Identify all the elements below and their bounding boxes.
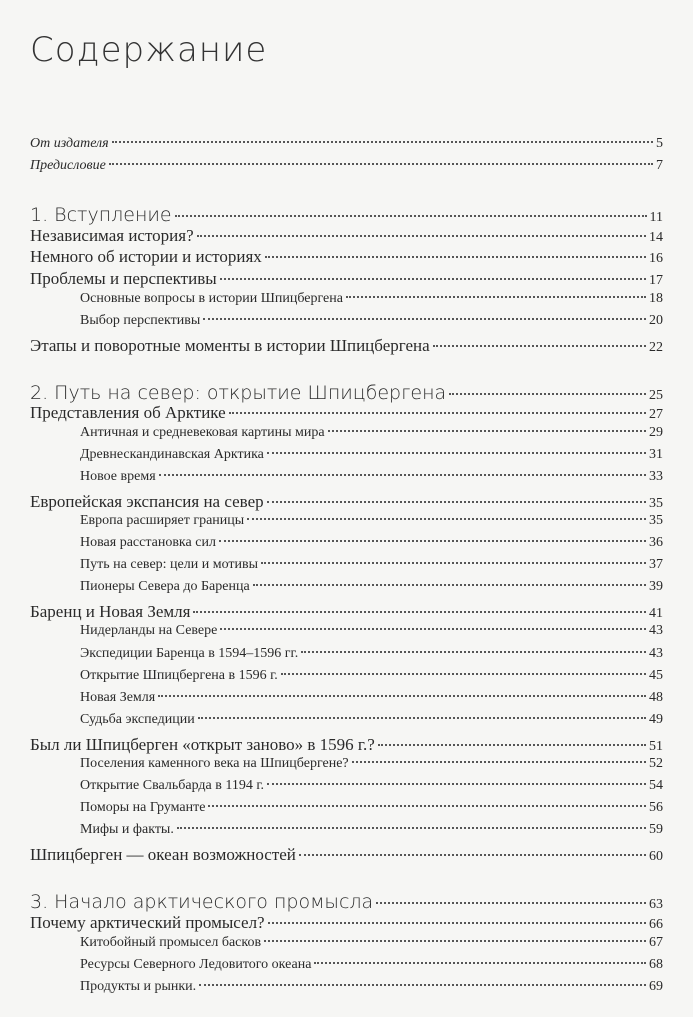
toc-entry-title: Открытие Свальбарда в 1194 г. [80,778,264,793]
dot-leader [193,610,646,613]
dot-leader [208,804,646,807]
toc-entry-page: 27 [649,407,663,422]
toc-entry-title: Пионеры Севера до Баренца [80,579,250,594]
toc-entry [80,778,663,794]
dot-leader [112,140,653,143]
dot-leader [433,344,646,347]
toc-entry-page: 29 [649,425,663,440]
dot-leader [247,517,646,520]
dot-leader [253,583,646,586]
toc-entry-title: Европейская экспансия на север [30,492,264,511]
toc-entry [80,579,663,595]
toc-entry [30,247,663,267]
dot-leader [352,760,646,763]
toc-entry-page: 48 [649,690,663,705]
dot-leader [299,853,646,856]
toc-entry-page: 7 [656,158,663,173]
toc-entry-page: 16 [649,251,663,266]
toc-entry [30,602,663,622]
toc-entry [80,425,663,441]
toc-entry [30,403,663,423]
dot-leader [177,826,646,829]
toc-entry [80,822,663,838]
toc-entry-page: 37 [649,557,663,572]
toc-entry-title: Ресурсы Северного Ледовитого океана [80,957,312,972]
toc-entry-page: 41 [649,606,663,621]
toc-entry [30,382,663,404]
toc-entry [30,136,663,152]
toc-entry [30,204,663,226]
toc-entry-page: 67 [649,935,663,950]
toc-entry [80,469,663,485]
toc-entry-title: Независимая история? [30,226,194,245]
dot-leader [175,214,647,217]
toc-entry-title: Новое время [80,469,156,484]
dot-leader [159,473,646,476]
toc-entry-page: 17 [649,273,663,288]
toc-entry [30,845,663,865]
toc-entry-page: 68 [649,957,663,972]
toc-entry-page: 43 [649,646,663,661]
toc-entry-title: Нидерланды на Севере [80,623,218,638]
dot-leader [281,672,646,675]
toc-entry-page: 11 [649,210,663,225]
toc-entry [80,756,663,772]
dot-leader [378,743,646,746]
toc-entry-title: Почему арктический промысел? [30,913,265,932]
toc-entry [80,513,663,529]
dot-leader [220,277,646,280]
toc-entry-title: 2. Путь на север: открытие Шпицбергена [30,382,447,404]
toc-entry-page: 45 [649,668,663,683]
dot-leader [219,539,646,542]
toc-entry-page: 63 [649,897,663,912]
toc-entry [30,735,663,755]
toc-entry [80,957,663,973]
toc-entry-title: Представления об Арктике [30,403,226,422]
toc-entry-page: 66 [649,917,663,932]
toc-entry-title: Продукты и рынки. [80,979,197,994]
dot-leader [198,716,646,719]
toc-entry [80,313,663,329]
toc-entry [80,646,663,662]
toc-entry-page: 35 [649,496,663,511]
page-title: Содержание [30,30,268,70]
toc-entry [30,336,663,356]
toc-entry-title: От издателя [30,136,109,151]
dot-leader [449,392,646,395]
toc-entry-page: 56 [649,800,663,815]
toc-entry [30,891,663,913]
toc-entry-title: Мифы и факты. [80,822,174,837]
toc-entry [80,291,663,307]
toc-entry-title: Путь на север: цели и мотивы [80,557,259,572]
toc-entry-title: Европа расширяет границы [80,513,245,528]
toc-entry-page: 43 [649,623,663,638]
toc-entry-page: 25 [649,388,663,403]
toc-entry [80,557,663,573]
dot-leader [229,411,646,414]
toc-entry-title: Древнескандинавская Арктика [80,447,264,462]
toc-entry [80,935,663,951]
toc-entry-page: 51 [649,739,663,754]
toc-entry [30,158,663,174]
toc-entry-title: Открытие Шпицбергена в 1596 г. [80,668,278,683]
dot-leader [158,694,646,697]
toc-entry-title: Новая расстановка сил [80,535,216,550]
dot-leader [314,961,646,964]
toc-entry-page: 18 [649,291,663,306]
dot-leader [203,317,646,320]
toc-entry-page: 22 [649,340,663,355]
dot-leader [328,429,646,432]
toc-entry-page: 69 [649,979,663,994]
toc-entry-page: 39 [649,579,663,594]
toc-entry-page: 35 [649,513,663,528]
toc-entry-title: Экспедиции Баренца в 1594–1596 гг. [80,646,299,661]
toc-entry-page: 14 [649,230,663,245]
toc-entry-title: Судьба экспедиции [80,712,195,727]
toc-entry [30,269,663,289]
toc-entry-title: Был ли Шпицберген «открыт заново» в 1596 г.? [30,735,375,754]
toc-entry-title: Античная и средневековая картины мира [80,425,325,440]
dot-leader [267,500,646,503]
dot-leader [267,782,646,785]
dot-leader [220,627,646,630]
toc-entry-title: Выбор перспективы [80,313,201,328]
toc-entry-title: Новая Земля [80,690,156,705]
toc-entry-title: Предисловие [30,158,106,173]
toc-entry-page: 49 [649,712,663,727]
dot-leader [268,921,646,924]
toc-entry [30,913,663,933]
toc-entry-page: 20 [649,313,663,328]
toc-entry-title: Баренц и Новая Земля [30,602,191,621]
toc-entry-page: 5 [656,136,663,151]
toc-entry-page: 31 [649,447,663,462]
toc-entry-page: 60 [649,849,663,864]
dot-leader [267,451,646,454]
toc-entry-title: 1. Вступление [30,204,172,226]
toc-entry-page: 36 [649,535,663,550]
toc-entry [80,535,663,551]
toc-entry-title: Проблемы и перспективы [30,269,217,288]
toc-entry [80,668,663,684]
toc-entry-title: Основные вопросы в истории Шпицбергена [80,291,343,306]
dot-leader [376,901,646,904]
toc-entry-page: 59 [649,822,663,837]
toc-entry-title: Поселения каменного века на Шпицбергене? [80,756,349,771]
toc-entry-title: Этапы и поворотные моменты в истории Шпицбергена [30,336,430,355]
toc-entry [80,712,663,728]
toc-entry-title: Китобойный промысел басков [80,935,262,950]
toc-entry-title: Поморы на Груманте [80,800,206,815]
toc-entry-page: 33 [649,469,663,484]
toc-entry-page: 54 [649,778,663,793]
toc-entry-title: Немного об истории и историях [30,247,262,266]
toc-entry [80,447,663,463]
dot-leader [264,939,646,942]
toc-entry-title: 3. Начало арктического промысла [30,891,374,913]
dot-leader [346,295,646,298]
toc-entry [80,979,663,995]
toc-entry [80,623,663,639]
toc-entry-title: Шпицберген — океан возможностей [30,845,296,864]
dot-leader [197,234,646,237]
dot-leader [265,255,646,258]
toc-entry [30,492,663,512]
dot-leader [301,650,646,653]
dot-leader [261,561,646,564]
dot-leader [199,983,646,986]
toc-entry [80,690,663,706]
toc-entry-page: 52 [649,756,663,771]
toc-entry [30,226,663,246]
dot-leader [109,162,653,165]
toc-entry [80,800,663,816]
